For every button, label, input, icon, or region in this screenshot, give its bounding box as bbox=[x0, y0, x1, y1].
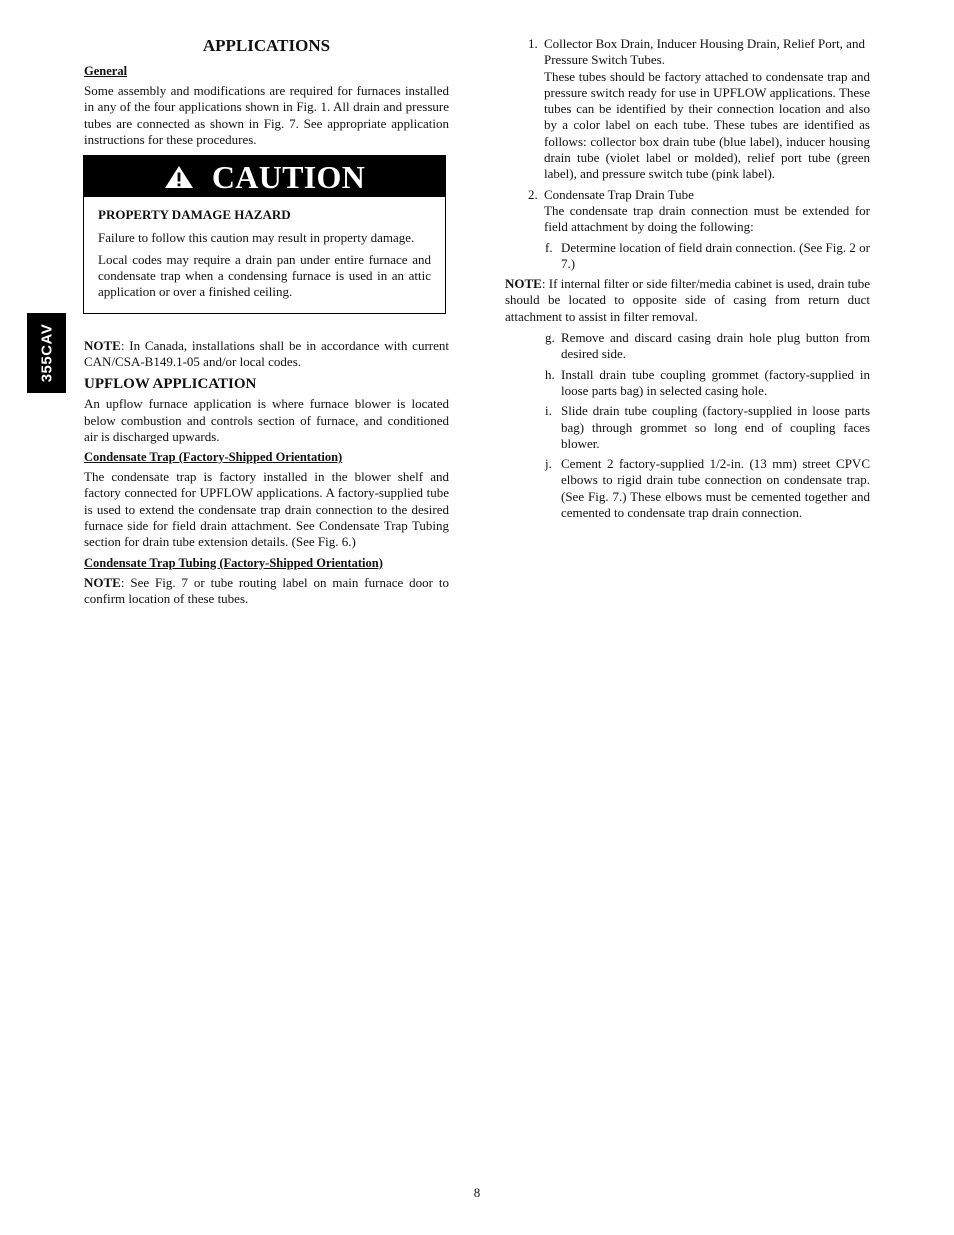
step-g bbox=[505, 330, 870, 363]
trap-paragraph: The condensate trap is factory installed in the blower shelf and factory connected for UPFLOW applications. A factory-supplied tube is used to extend the condensate trap drain connection to the desired furnace side for field drain attachment. See Condensate Trap Tubing section for drain tube extension details. (See Fig. 6.) bbox=[84, 469, 449, 550]
list-number: 2. bbox=[528, 186, 538, 202]
step-h bbox=[505, 367, 870, 400]
note-label: NOTE bbox=[84, 337, 121, 353]
note-text: : In Canada, installations shall be in accordance with current CAN/CSA-B149.1-05 and/or local codes. bbox=[84, 337, 449, 369]
page-number: 8 bbox=[473, 1185, 481, 1200]
warning-triangle-icon bbox=[164, 165, 194, 189]
caution-box bbox=[83, 155, 446, 313]
left-column bbox=[84, 36, 449, 612]
note-label: NOTE bbox=[84, 574, 121, 590]
step-text: Install drain tube coupling grommet (factory-supplied in loose parts bag) in selected casing hole. bbox=[561, 366, 870, 398]
upflow-heading: UPFLOW APPLICATION bbox=[84, 376, 257, 393]
note-text: : See Fig. 7 or tube routing label on main furnace door to confirm location of these tubes. bbox=[84, 574, 449, 606]
step-i bbox=[505, 403, 870, 452]
step-letter: i. bbox=[545, 403, 552, 419]
caution-line-1: Failure to follow this caution may result in property damage. bbox=[98, 230, 415, 246]
list-number: 1. bbox=[528, 36, 538, 51]
caution-banner bbox=[84, 156, 445, 197]
model-side-tab bbox=[27, 313, 66, 393]
step-text: Remove and discard casing drain hole plug button from desired side. bbox=[561, 330, 870, 362]
list-item-text: The condensate trap drain connection must be extended for field attachment by doing the following: bbox=[544, 202, 870, 235]
step-letter: h. bbox=[545, 366, 555, 382]
filter-note bbox=[505, 276, 870, 325]
step-letter: g. bbox=[545, 330, 555, 346]
list-item-title: Collector Box Drain, Inducer Housing Drain, Relief Port, and Pressure Switch Tubes. bbox=[544, 36, 865, 68]
model-label: 355CAV bbox=[38, 323, 55, 383]
step-letter: f. bbox=[545, 239, 553, 255]
step-text: Determine location of field drain connection. (See Fig. 2 or 7.) bbox=[561, 239, 870, 271]
step-f bbox=[505, 240, 870, 273]
list-item-title: Condensate Trap Drain Tube bbox=[544, 186, 694, 202]
step-j bbox=[505, 456, 870, 521]
hazard-title: PROPERTY DAMAGE HAZARD bbox=[98, 207, 291, 223]
tubing-subheading: Condensate Trap Tubing (Factory-Shipped Orientation) bbox=[84, 555, 383, 570]
step-letter: j. bbox=[545, 456, 552, 472]
note-label: NOTE bbox=[505, 276, 542, 292]
list-item-text: These tubes should be factory attached to condensate trap and pressure switch ready for use in UPFLOW applications. These tubes can be identified by their connection location and also by a color label on each tube. These tubes are identified as follows: collector box drain tube (blue label), inducer housing drain tube (violet label or molded), relief port tube (green label), and pressure switch tube (pink label). bbox=[544, 68, 870, 182]
caution-body bbox=[84, 197, 445, 312]
applications-heading: APPLICATIONS bbox=[202, 36, 331, 55]
step-text: Cement 2 factory-supplied 1/2-in. (13 mm) street CPVC elbows to rigid drain tube connection on condensate trap. (See Fig. 7.) These elbows must be cemented together and cemented to condensate trap drain connection. bbox=[561, 456, 870, 521]
step-text: Slide drain tube coupling (factory-supplied in loose parts bag) through grommet so long end of coupling faces blower. bbox=[561, 403, 870, 451]
note-text: : If internal filter or side filter/media cabinet is used, drain tube should be located to opposite side of casing from return duct attachment to assist in filter removal. bbox=[505, 276, 870, 324]
list-item-1 bbox=[505, 36, 870, 183]
upflow-paragraph: An upflow furnace application is where furnace blower is located below combustion and controls section of furnace, and conditioned air is discharged upwards. bbox=[84, 396, 449, 444]
general-paragraph: Some assembly and modifications are required for furnaces installed in any of the four applications shown in Fig. 1. All drain and pressure tubes are connected as shown in Fig. 7. See appropriate application instructions for these procedures. bbox=[84, 83, 449, 147]
canada-note bbox=[84, 338, 449, 371]
right-column bbox=[505, 36, 870, 525]
trap-subheading: Condensate Trap (Factory-Shipped Orientation) bbox=[84, 450, 343, 465]
general-subheading: General bbox=[84, 64, 128, 78]
caution-line-2: Local codes may require a drain pan under entire furnace and condensate trap when a condensing furnace is used in an attic application or over a finished ceiling. bbox=[98, 251, 431, 300]
caution-title: CAUTION bbox=[211, 158, 366, 195]
tubing-note bbox=[84, 575, 449, 608]
list-item-2 bbox=[505, 187, 870, 236]
